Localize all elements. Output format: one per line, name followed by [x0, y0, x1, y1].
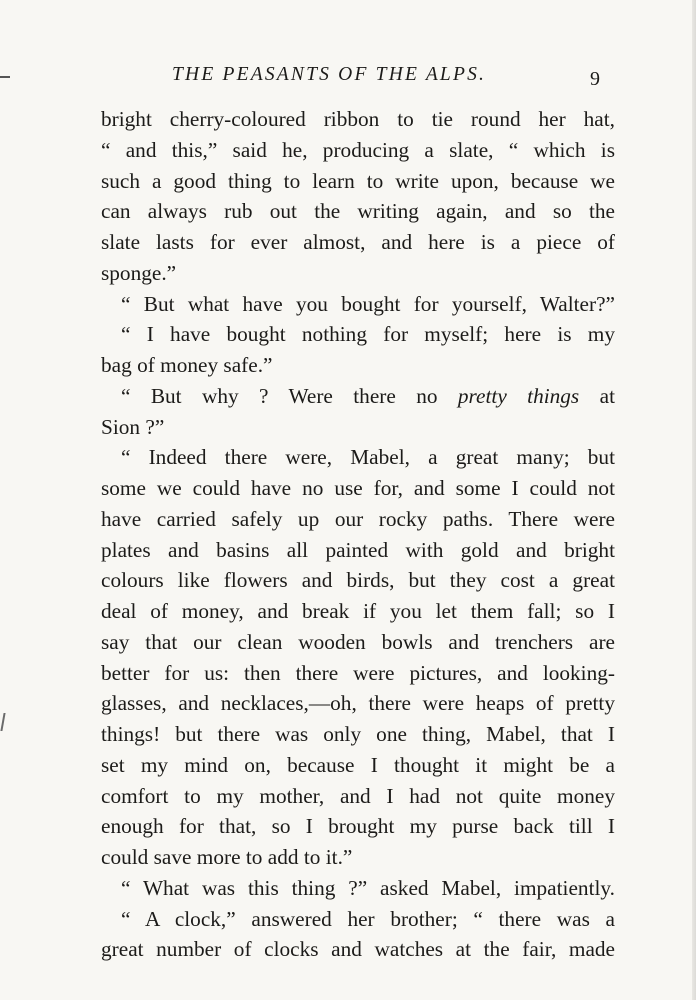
- text-line: set my mind on, because I thought it might be a: [101, 752, 615, 777]
- text-line: Sion ?”: [101, 414, 165, 439]
- body-text: [101, 104, 615, 965]
- text-line: enough for that, so I brought my purse back till I: [101, 814, 615, 839]
- text-line: comfort to my mother, and I had not quite money: [101, 783, 615, 808]
- text-line: could save more to add to it.”: [101, 845, 353, 869]
- text-line: colours like flowers and birds, but they cost a great: [101, 568, 615, 593]
- text-line: bright cherry-coloured ribbon to tie round her hat,: [101, 107, 615, 131]
- text-line: “ What was this thing ?” asked Mabel, impatiently.: [121, 875, 615, 900]
- text-line: “ and this,” said he, producing a slate, “ which is: [101, 137, 615, 162]
- text-line: “ I have bought nothing for myself; here is my: [121, 322, 615, 347]
- page-edge-mark: [0, 713, 10, 731]
- text-line: “ But what have you bought for yourself, Walter?”: [121, 291, 615, 316]
- text-line: great number of clocks and watches at the fair, made: [101, 937, 615, 962]
- text-line: better for us: then there were pictures, and looking-: [101, 660, 615, 685]
- text-line: can always rub out the writing again, and so the: [101, 199, 615, 224]
- running-title: THE PEASANTS OF THE ALPS.: [172, 64, 487, 85]
- page-number: 9: [590, 68, 600, 90]
- text-line: deal of money, and break if you let them fall; so I: [101, 599, 615, 623]
- text-line: such a good thing to learn to write upon, because we: [101, 168, 615, 193]
- text-line: [101, 381, 615, 412]
- text-line: plates and basins all painted with gold and bright: [101, 537, 615, 562]
- text-line: “ A clock,” answered her brother; “ there was a: [121, 906, 615, 931]
- text-line: bag of money safe.”: [101, 353, 273, 377]
- text-line: have carried safely up our rocky paths. There were: [101, 506, 615, 531]
- page-edge-shadow: [692, 0, 696, 1000]
- text-line: “ Indeed there were, Mabel, a great many; but: [121, 445, 615, 470]
- text-line: sponge.”: [101, 260, 177, 285]
- italic-text: pretty things: [457, 383, 580, 408]
- text-line: some we could have no use for, and some I could not: [101, 476, 615, 500]
- text-line: say that our clean wooden bowls and trenchers are: [101, 629, 615, 654]
- text-line: slate lasts for ever almost, and here is a piece of: [101, 230, 615, 254]
- text-run: at: [579, 383, 615, 408]
- text-line: things! but there was only one thing, Mabel, that I: [101, 722, 615, 746]
- text-run: “ But why ? Were there no: [121, 383, 458, 408]
- text-line: glasses, and necklaces,—oh, there were heaps of pretty: [101, 691, 615, 716]
- page-header: [0, 64, 696, 94]
